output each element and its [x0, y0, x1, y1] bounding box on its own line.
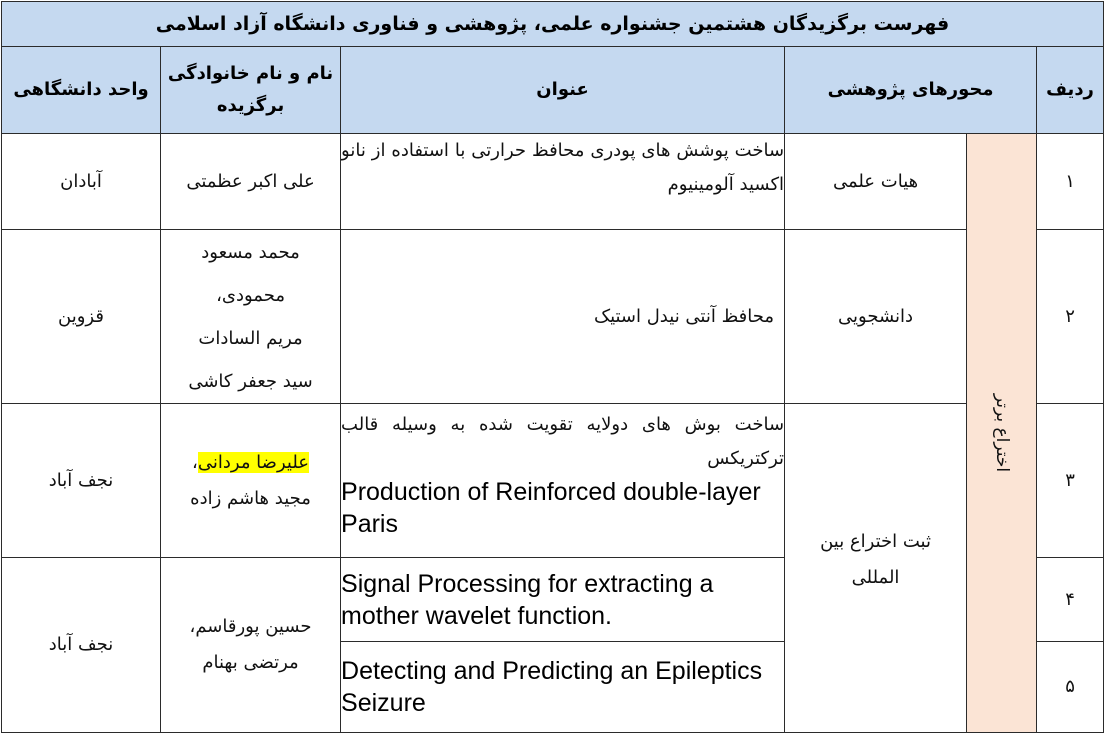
winner-names: [161, 404, 341, 558]
table-row: [2, 134, 1104, 230]
winner-name: محمودی،: [216, 284, 285, 306]
winner-name: محمد مسعود: [201, 241, 300, 263]
header-research-axes: محورهای پژوهشی: [785, 47, 1037, 134]
row-number: ۴: [1037, 558, 1104, 642]
row-number: ۱: [1037, 134, 1104, 230]
winner-name: حسین پورقاسم،: [189, 616, 312, 637]
university-unit: قزوین: [2, 230, 161, 404]
university-unit: نجف آباد: [2, 558, 161, 733]
research-axis-line1: ثبت اختراع بین: [820, 531, 931, 552]
university-unit: نجف آباد: [2, 404, 161, 558]
winner-name: علی اکبر عظمتی: [161, 134, 341, 230]
table-row: [2, 230, 1104, 404]
row-number: ۳: [1037, 404, 1104, 558]
winner-name: مریم السادات: [198, 327, 303, 349]
header-university-unit: واحد دانشگاهی: [2, 47, 161, 134]
subject-en: Production of Reinforced double-layer Paris: [341, 478, 761, 538]
winner-name: سید جعفر کاشی: [188, 370, 313, 392]
winners-table: [1, 1, 1104, 733]
header-winner-name: [161, 47, 341, 134]
subject-cell: [341, 642, 785, 733]
subject-fa: ساخت بوش های دولایه تقویت شده به وسیله قالب ترکتریکس: [341, 414, 785, 469]
winner-name-line2: مجید هاشم زاده: [190, 487, 311, 509]
highlighted-name: علیرضا مردانی: [197, 451, 310, 473]
subject-en: Detecting and Predicting an Epileptics Seizure: [341, 657, 763, 717]
header-winner-name-line2: برگزیده: [216, 95, 285, 116]
subject-fa: ساخت پوشش های پودری محافظ حرارتی با استفاده از نانو اکسید آلومینیوم: [341, 134, 785, 230]
subject-cell: [341, 404, 785, 558]
header-row: [2, 47, 1104, 134]
university-unit: آبادان: [2, 134, 161, 230]
winner-name-line1: [161, 445, 340, 481]
header-winner-name-line1: نام و نام خانوادگی: [167, 63, 334, 84]
subject-cell: [341, 558, 785, 642]
table-title: فهرست برگزیدگان هشتمین جشنواره علمی، پژوهشی و فناوری دانشگاه آزاد اسلامی: [2, 2, 1104, 47]
header-row-number: ردیف: [1037, 47, 1104, 134]
research-axis: دانشجویی: [785, 230, 967, 404]
winner-names: [161, 558, 341, 733]
winner-name: مرتضی بهنام: [202, 652, 299, 673]
subject-fa: محافظ آنتی نیدل استیک: [341, 230, 785, 404]
category-band-label: اختراع برتر: [991, 393, 1012, 473]
research-axis-line2: المللی: [851, 567, 900, 588]
subject-en: Signal Processing for extracting a mother wavelet function.: [341, 569, 714, 630]
row-number: ۵: [1037, 642, 1104, 733]
category-band: [967, 134, 1037, 733]
winner-names: [161, 230, 341, 404]
row-number: ۲: [1037, 230, 1104, 404]
research-axis: [785, 404, 967, 733]
research-axis: هیات علمی: [785, 134, 967, 230]
header-subject: عنوان: [341, 47, 785, 134]
table-row: [2, 404, 1104, 558]
name-separator: ،: [192, 451, 198, 473]
